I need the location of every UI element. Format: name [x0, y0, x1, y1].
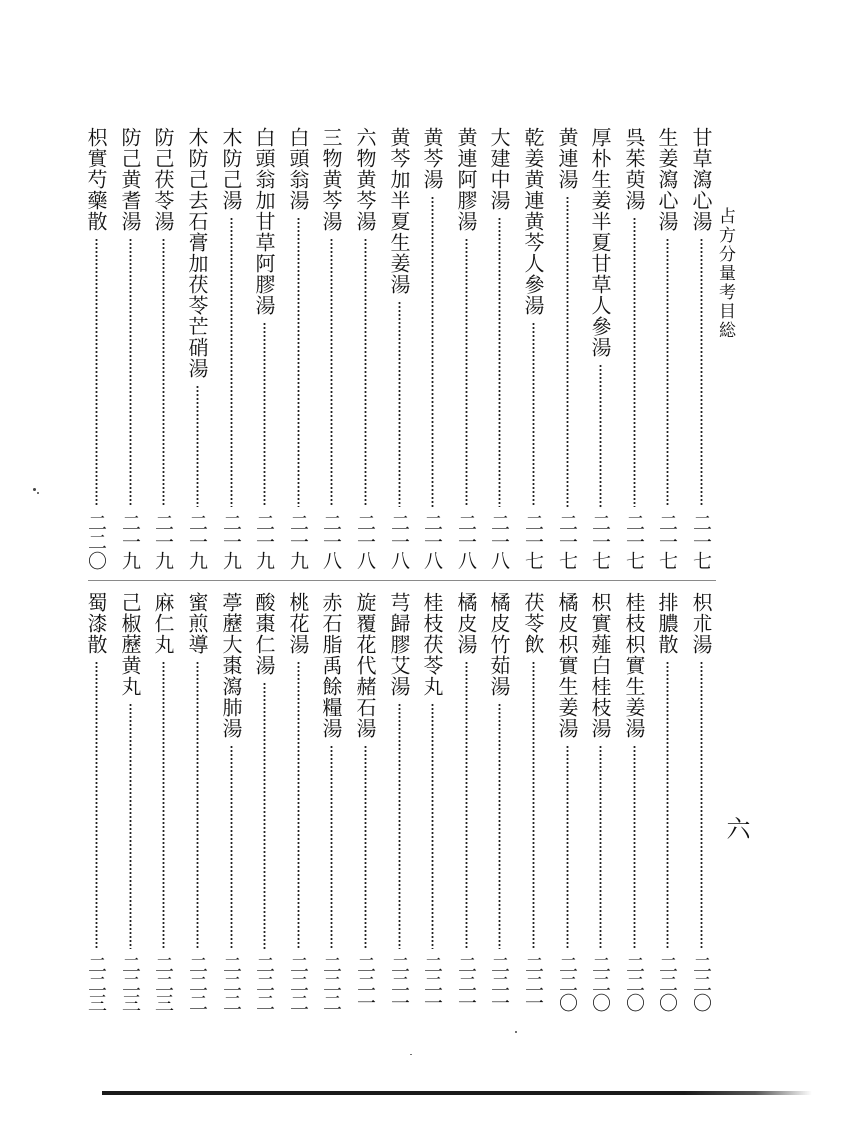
formula-name: 橘皮湯 [454, 592, 478, 655]
page-ref: 二二二 [253, 955, 275, 1012]
formula-name: 橘皮枳實生姜湯 [555, 592, 579, 739]
page-ref: 二一八 [421, 513, 443, 570]
page-ref: 二一八 [388, 513, 410, 570]
dot-leader [230, 217, 233, 507]
dot-leader [330, 745, 333, 949]
page-ref: 二一七 [556, 513, 578, 570]
formula-name: 厚朴生姜半夏甘草人參湯 [588, 127, 612, 358]
formula-name: 芎歸膠艾湯 [387, 592, 411, 697]
dot-leader [162, 661, 165, 949]
dot-leader [297, 661, 300, 949]
toc-entry [216, 127, 246, 570]
toc-entry [283, 127, 313, 570]
formula-name: 六物黄芩湯 [353, 127, 377, 232]
page-ref: 二二一 [522, 955, 544, 1012]
formula-name: 橘皮竹茹湯 [487, 592, 511, 697]
formula-name: 赤石脂禹餘糧湯 [319, 592, 343, 739]
dot-leader [498, 217, 501, 507]
formula-name: 蜜煎導 [185, 592, 209, 655]
toc-entry [148, 127, 178, 570]
page-ref: 二一七 [656, 513, 678, 570]
page-ref: 二二〇 [85, 513, 107, 570]
toc-entry [115, 127, 145, 570]
section-divider [88, 580, 716, 581]
toc-entry [384, 127, 414, 570]
page-ref: 二二一 [421, 955, 443, 1012]
toc-entry [249, 592, 279, 1012]
dot-leader [599, 364, 602, 507]
page-ref: 二一九 [220, 513, 242, 570]
dot-leader [700, 661, 703, 949]
toc-entry [115, 592, 145, 1012]
scan-speck [410, 1054, 412, 1055]
formula-name: 蜀漆散 [84, 592, 108, 655]
dot-leader [633, 217, 636, 507]
formula-name: 生姜瀉心湯 [655, 127, 679, 232]
formula-name: 旋覆花代赭石湯 [353, 592, 377, 739]
dot-leader [532, 322, 535, 507]
formula-name: 白頭翁湯 [286, 127, 310, 211]
toc-entry [585, 592, 615, 1012]
toc-entry [686, 127, 716, 570]
page-ref: 二二二 [320, 955, 342, 1012]
dot-leader [95, 661, 98, 949]
dot-leader [398, 703, 401, 949]
dot-leader [196, 385, 199, 507]
bottom-rule [102, 1091, 812, 1095]
formula-name: 己椒藶黄丸 [118, 592, 142, 697]
dot-leader [566, 745, 569, 949]
formula-name: 黄連阿膠湯 [454, 127, 478, 232]
toc-entry [518, 592, 548, 1012]
page-ref: 二一八 [488, 513, 510, 570]
formula-name: 黄芩湯 [420, 127, 444, 190]
dot-leader [364, 238, 367, 507]
formula-name: 呉茱萸湯 [622, 127, 646, 211]
dot-leader [162, 238, 165, 507]
formula-name: 白頭翁加甘草阿膠湯 [252, 127, 276, 316]
toc-entry [216, 592, 246, 1012]
toc-entry [283, 592, 313, 1012]
page-number: 六 [722, 816, 750, 840]
formula-name: 桂枝枳實生姜湯 [622, 592, 646, 739]
toc-entry [686, 592, 716, 1012]
toc-entry [148, 592, 178, 1012]
page-ref: 二二一 [388, 955, 410, 1012]
toc-entry [585, 127, 615, 570]
formula-name: 大建中湯 [487, 127, 511, 211]
page-ref: 二二三 [152, 955, 174, 1012]
dot-leader [431, 196, 434, 507]
dot-leader [666, 661, 669, 949]
page-ref: 二一八 [455, 513, 477, 570]
page-ref: 二一九 [253, 513, 275, 570]
dot-leader [364, 745, 367, 949]
formula-name: 枳實芍藥散 [84, 127, 108, 232]
scan-speck [33, 488, 36, 491]
toc-entry [652, 127, 682, 570]
toc-entry [417, 592, 447, 1012]
toc-entry [552, 592, 582, 1012]
dot-leader [666, 238, 669, 507]
formula-name: 黄連湯 [555, 127, 579, 190]
formula-name: 桃花湯 [286, 592, 310, 655]
formula-name: 排膿散 [655, 592, 679, 655]
dot-leader [263, 682, 266, 949]
page-ref: 二一八 [320, 513, 342, 570]
page-ref: 二一九 [186, 513, 208, 570]
page-ref: 二一七 [690, 513, 712, 570]
page-ref: 二二〇 [690, 955, 712, 1012]
page-ref: 二一九 [119, 513, 141, 570]
formula-name: 酸棗仁湯 [252, 592, 276, 676]
toc-entry [81, 592, 111, 1012]
page-ref: 二二三 [85, 955, 107, 1012]
dot-leader [129, 238, 132, 507]
formula-name: 防己茯苓湯 [151, 127, 175, 232]
toc-entry [451, 127, 481, 570]
toc-entry [182, 127, 212, 570]
dot-leader [330, 238, 333, 507]
dot-leader [431, 703, 434, 949]
dot-leader [465, 661, 468, 949]
dot-leader [566, 196, 569, 507]
dot-leader [599, 745, 602, 949]
formula-name: 黄芩加半夏生姜湯 [387, 127, 411, 295]
page-ref: 二一九 [152, 513, 174, 570]
toc-entry [484, 127, 514, 570]
toc-entry [350, 592, 380, 1012]
formula-name: 甘草瀉心湯 [689, 127, 713, 232]
toc-entry [182, 592, 212, 1012]
toc-entry [316, 592, 346, 1012]
formula-name: 防己黄耆湯 [118, 127, 142, 232]
scan-speck [515, 1031, 517, 1033]
running-header: 占方分量考目総 [715, 207, 735, 340]
formula-name: 桂枝茯苓丸 [420, 592, 444, 697]
page-ref: 二二一 [354, 955, 376, 1012]
page-ref: 二一九 [287, 513, 309, 570]
dot-leader [498, 703, 501, 949]
dot-leader [398, 301, 401, 507]
formula-name: 三物黄芩湯 [319, 127, 343, 232]
page-ref: 二二一 [455, 955, 477, 1012]
page-ref: 二二〇 [623, 955, 645, 1012]
page-ref: 二二一 [488, 955, 510, 1012]
dot-leader [129, 703, 132, 949]
toc-entry [518, 127, 548, 570]
toc-entry [384, 592, 414, 1012]
page-ref: 二二二 [287, 955, 309, 1012]
dot-leader [633, 745, 636, 949]
page-ref: 二二〇 [656, 955, 678, 1012]
formula-name: 茯苓飲 [521, 592, 545, 655]
formula-name: 木防己湯 [219, 127, 243, 211]
toc-entry [350, 127, 380, 570]
page-ref: 二二〇 [556, 955, 578, 1012]
page-ref: 二二二 [220, 955, 242, 1012]
toc-entry [81, 127, 111, 570]
toc-entry [249, 127, 279, 570]
formula-name: 枳實薤白桂枝湯 [588, 592, 612, 739]
toc-entry [316, 127, 346, 570]
scan-speck [37, 492, 39, 494]
toc-entry [652, 592, 682, 1012]
page-ref: 二二二 [186, 955, 208, 1012]
dot-leader [196, 661, 199, 949]
page-ref: 二二三 [119, 955, 141, 1012]
dot-leader [297, 217, 300, 507]
toc-entry [552, 127, 582, 570]
dot-leader [263, 322, 266, 507]
toc-entry [451, 592, 481, 1012]
dot-leader [95, 238, 98, 507]
formula-name: 枳朮湯 [689, 592, 713, 655]
formula-name: 木防己去石膏加茯苓芒硝湯 [185, 127, 209, 379]
formula-name: 乾姜黄連黄芩人參湯 [521, 127, 545, 316]
dot-leader [700, 238, 703, 507]
page-ref: 二一七 [522, 513, 544, 570]
toc-entry [484, 592, 514, 1012]
toc-entry [417, 127, 447, 570]
formula-name: 葶藶大棗瀉肺湯 [219, 592, 243, 739]
dot-leader [532, 661, 535, 949]
toc-entry [619, 127, 649, 570]
page-ref: 二一七 [623, 513, 645, 570]
toc-entry [619, 592, 649, 1012]
page-ref: 二一七 [589, 513, 611, 570]
dot-leader [230, 745, 233, 949]
page-ref: 二一八 [354, 513, 376, 570]
formula-name: 麻仁丸 [151, 592, 175, 655]
dot-leader [465, 238, 468, 507]
page-ref: 二二〇 [589, 955, 611, 1012]
